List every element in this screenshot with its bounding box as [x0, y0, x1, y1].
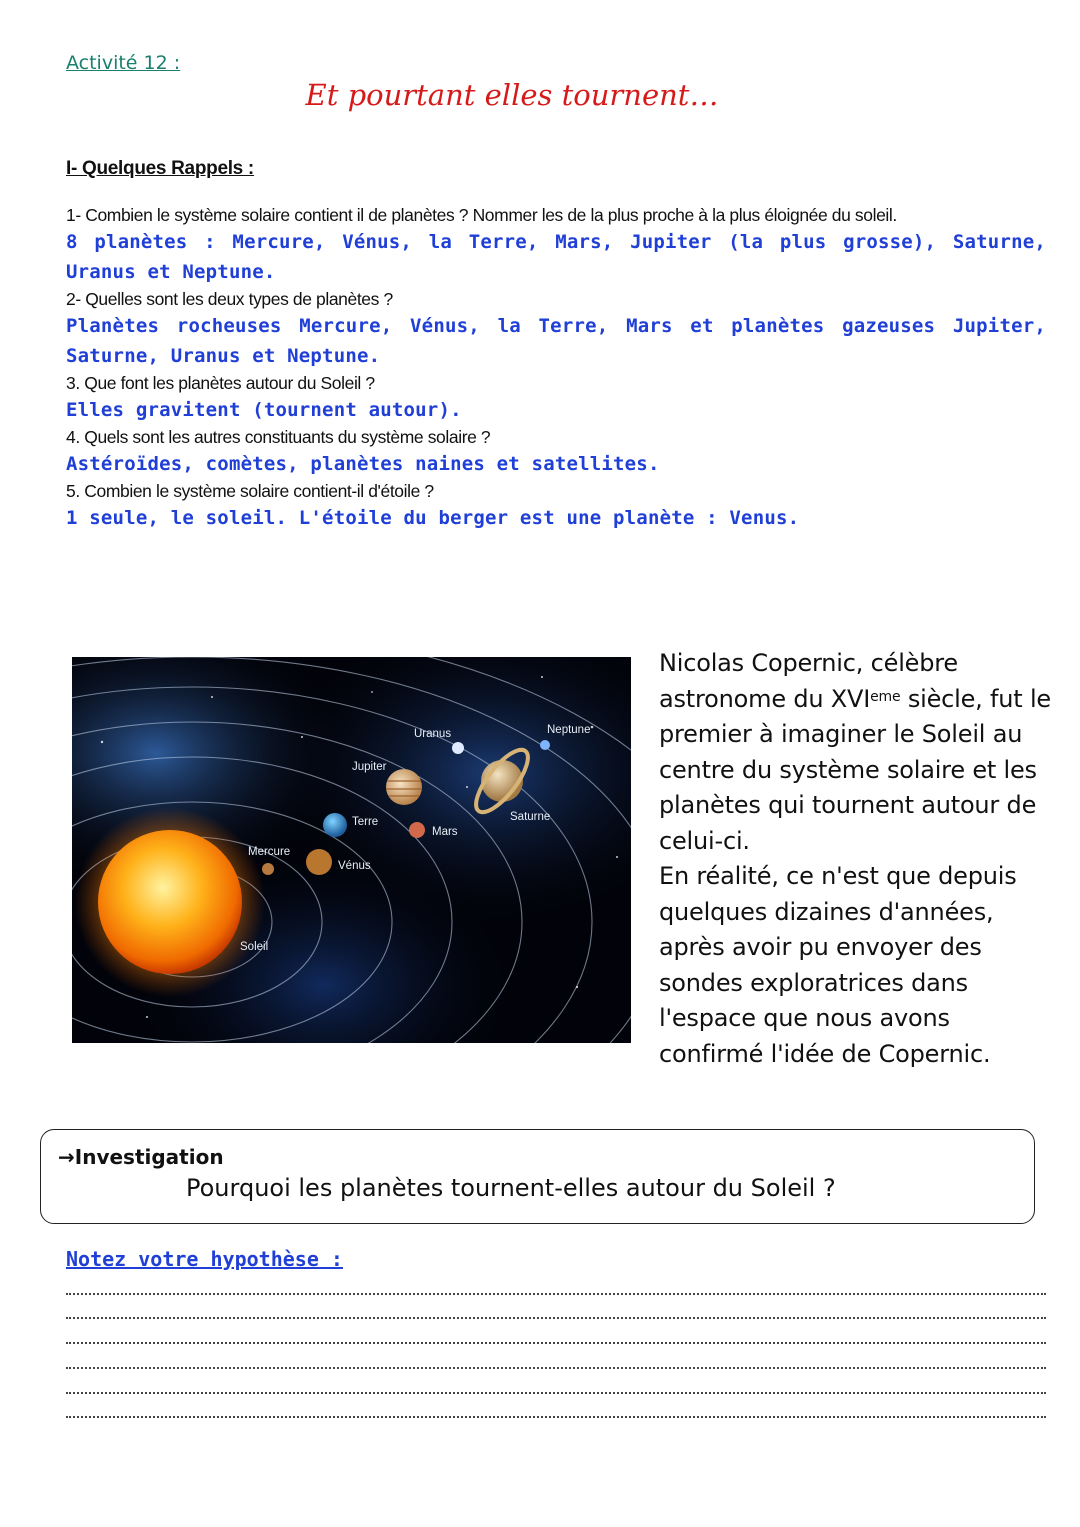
question-1: 1- Combien le système solaire contient il de planètes ? Nommer les de la plus proche à la plus éloignée du soleil. [66, 205, 897, 225]
answer-line[interactable] [66, 1392, 1046, 1394]
answer-2: Planètes rocheuses Mercure, Vénus, la Terre, Mars et planètes gazeuses Jupiter, Saturne, Uranus et Neptune. [66, 315, 1046, 367]
answer-4: Astéroïdes, comètes, planètes naines et satellites. [66, 453, 660, 475]
page-title: Et pourtant elles tournent… [305, 78, 719, 112]
label-mars: Mars [432, 826, 458, 838]
label-neptune: Neptune [547, 724, 591, 736]
label-soleil: Soleil [240, 941, 269, 953]
answer-line[interactable] [66, 1342, 1046, 1344]
activity-number: Activité 12 : [66, 52, 181, 74]
hypothesis-label: Notez votre hypothèse : [66, 1247, 343, 1271]
neptune [540, 740, 550, 750]
copernic-paragraph [659, 646, 1059, 1072]
label-venus: Vénus [338, 860, 371, 872]
investigation-label: →Investigation [58, 1145, 224, 1169]
solar-system-illustration [72, 657, 631, 1043]
answer-3: Elles gravitent (tournent autour). [66, 399, 462, 421]
sun [98, 830, 242, 974]
question-3: 3. Que font les planètes autour du Soleil ? [66, 373, 375, 393]
mars [409, 822, 425, 838]
label-terre: Terre [352, 816, 379, 828]
label-jupiter: Jupiter [352, 761, 387, 773]
answer-line[interactable] [66, 1293, 1046, 1295]
answer-5: 1 seule, le soleil. L'étoile du berger est une planète : Venus. [66, 507, 800, 529]
copernic-text-c: En réalité, ce n'est que depuis quelques dizaines d'années, après avoir pu envoyer des sondes exploratrices dans l'espace que nous avons confirmé l'idée de Copernic. [659, 862, 1017, 1068]
label-uranus: Uranus [414, 728, 452, 740]
earth [323, 813, 347, 837]
copernic-text-a: Nicolas Copernic, célèbre astronome du XVI [659, 649, 958, 713]
question-2: 2- Quelles sont les deux types de planètes ? [66, 289, 393, 309]
mercury [262, 863, 274, 875]
uranus [452, 742, 464, 754]
answer-1: 8 planètes : Mercure, Vénus, la Terre, Mars, Jupiter (la plus grosse), Saturne, Uranus et Neptune. [66, 231, 1046, 283]
investigation-question: Pourquoi les planètes tournent-elles autour du Soleil ? [186, 1174, 836, 1202]
question-5: 5. Combien le système solaire contient-il d'étoile ? [66, 481, 434, 501]
section-title: I- Quelques Rappels : [66, 158, 254, 179]
copernic-sup: eme [870, 688, 901, 705]
qa-list [66, 203, 1046, 533]
answer-line[interactable] [66, 1317, 1046, 1319]
label-mercure: Mercure [248, 846, 291, 858]
venus [306, 849, 332, 875]
label-saturne: Saturne [510, 811, 551, 823]
question-4: 4. Quels sont les autres constituants du système solaire ? [66, 427, 491, 447]
answer-line[interactable] [66, 1367, 1046, 1369]
jupiter [386, 769, 422, 805]
copernic-text-b: siècle, fut le premier à imaginer le Soleil au centre du système solaire et les planètes qui tournent autour de celui-ci. [659, 684, 1051, 855]
answer-line[interactable] [66, 1416, 1046, 1418]
